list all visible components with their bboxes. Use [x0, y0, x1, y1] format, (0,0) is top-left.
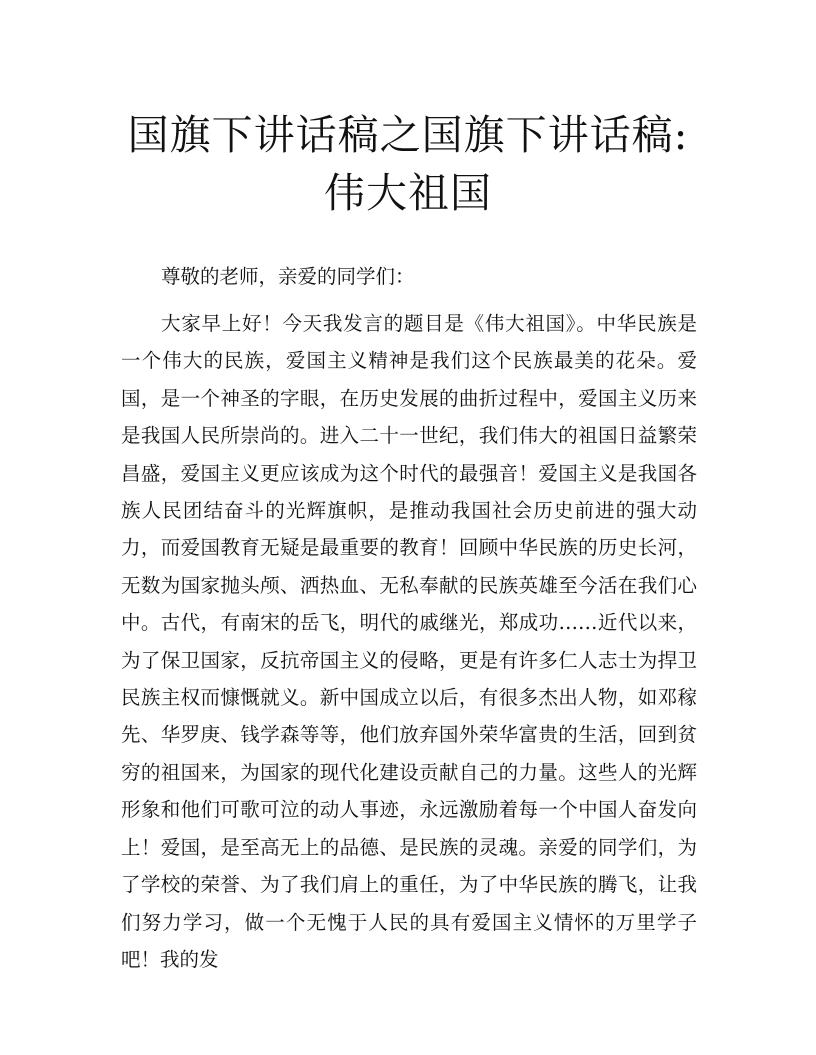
- document-title: 国旗下讲话稿之国旗下讲话稿:伟大祖国: [127, 111, 689, 217]
- document-body: [121, 263, 697, 978]
- body-paragraph: 大家早上好！今天我发言的题目是《伟大祖国》。中华民族是一个伟大的民族，爱国主义精神是我们这个民族最美的花朵。爱国，是一个神圣的字眼，在历史发展的曲折过程中，爱国主义历来是我国人民所崇尚的。进入二十一世纪，我们伟大的祖国日益繁荣昌盛，爱国主义更应该成为这个时代的最强音！爱国主义是我国各族人民团结奋斗的光辉旗帜，是推动我国社会历史前进的强大动力，而爱国教育无疑是最重要的教育！回顾中华民族的历史长河，无数为国家抛头颅、洒热血、无私奉献的民族英雄至今活在我们心中。古代，有南宋的岳飞，明代的戚继光，郑成功……近代以来，为了保卫国家，反抗帝国主义的侵略，更是有许多仁人志士为捍卫民族主权而慷慨就义。新中国成立以后，有很多杰出人物，如邓稼先、华罗庚、钱学森等等，他们放弃国外荣华富贵的生活，回到贫穷的祖国来，为国家的现代化建设贡献自己的力量。这些人的光辉形象和他们可歌可泣的动人事迹，永远激励着每一个中国人奋发向上！爱国，是至高无上的品德、是民族的灵魂。亲爱的同学们，为了学校的荣誉、为了我们肩上的重任，为了中华民族的腾飞，让我们努力学习，做一个无愧于人民的具有爱国主义情怀的万里学子吧！我的发: [121, 312, 697, 971]
- salutation: 尊敬的老师，亲爱的同学们：: [161, 265, 415, 288]
